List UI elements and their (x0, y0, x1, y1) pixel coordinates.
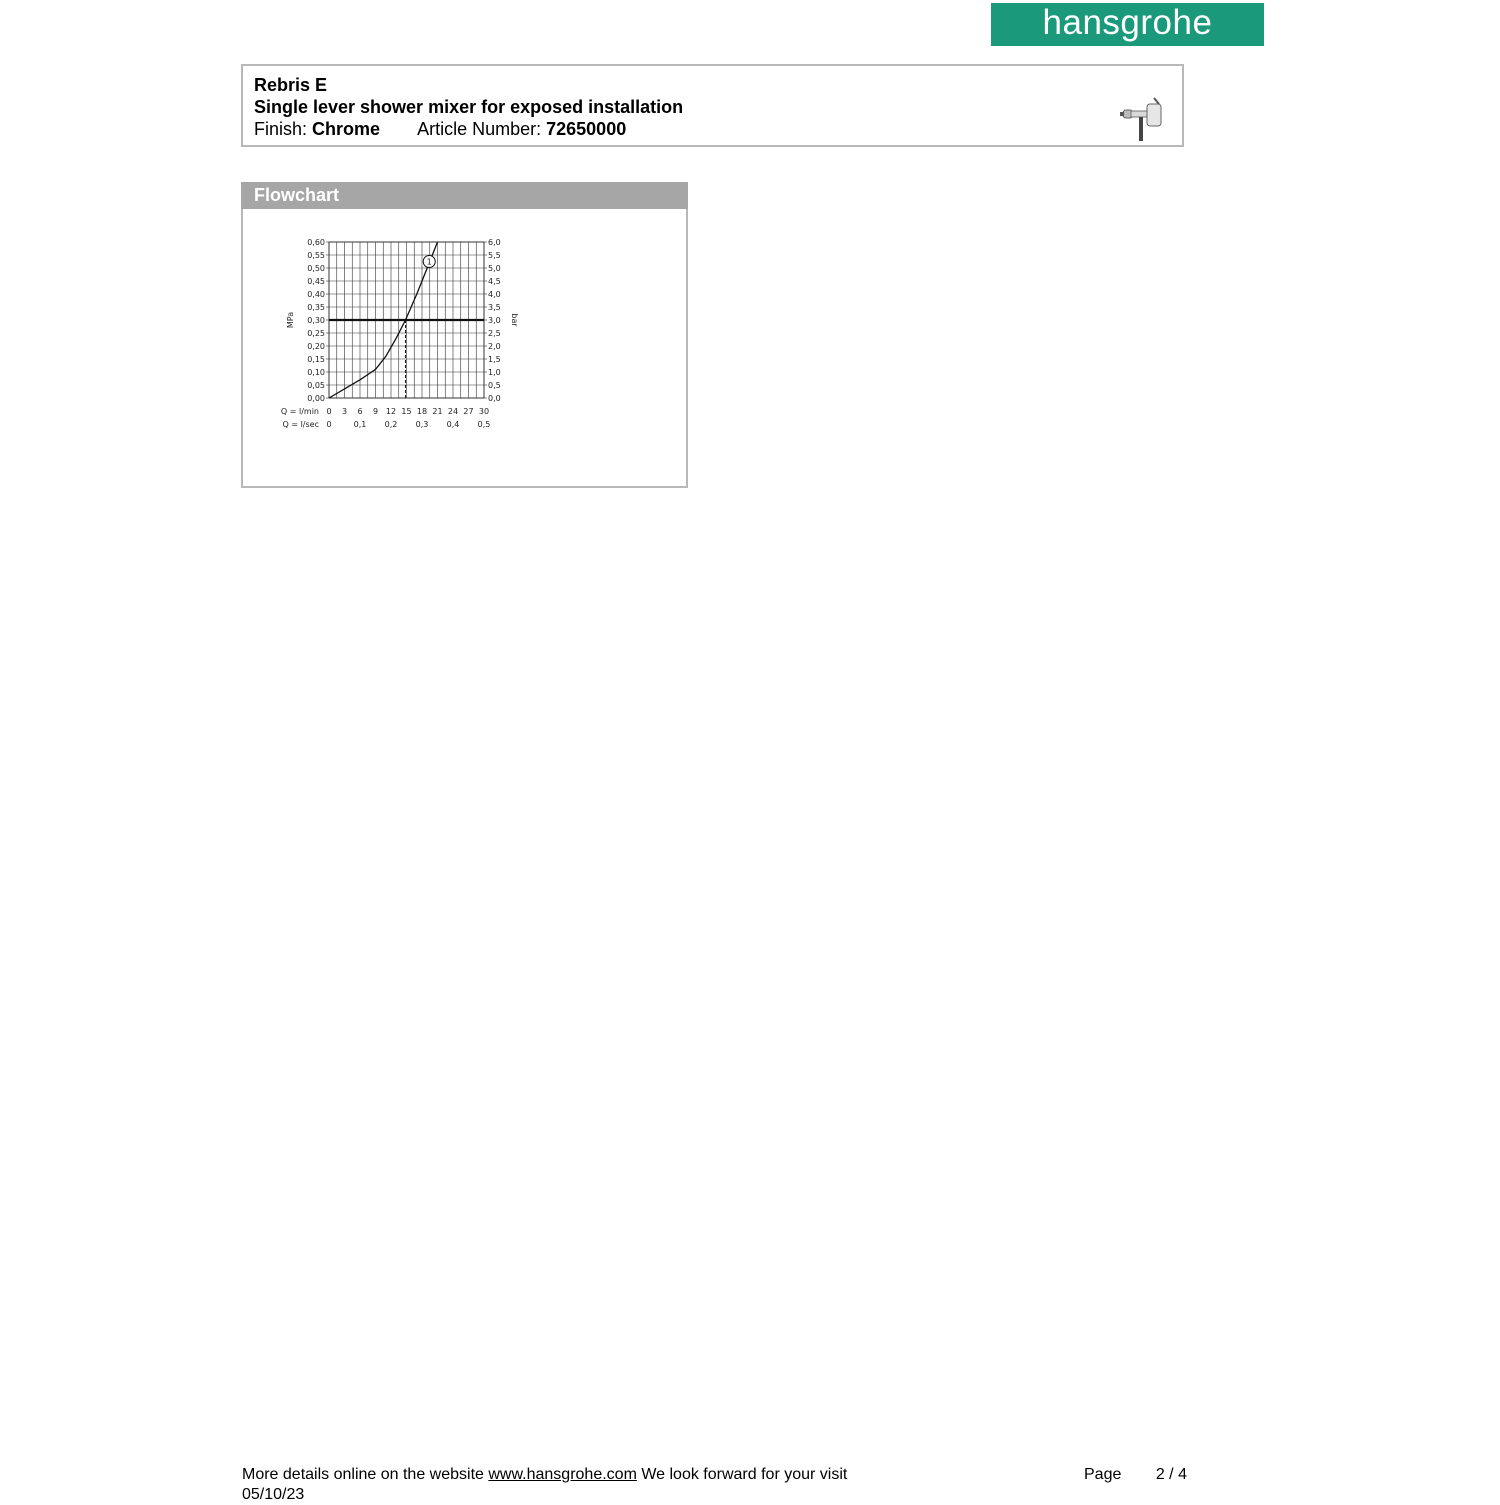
page-indicator (1084, 1465, 1187, 1485)
x-axis-label-lsec: Q = l/sec (282, 420, 319, 429)
y-tick-label-right: 3,5 (488, 303, 501, 312)
x-tick-label-lmin: 27 (463, 407, 474, 416)
y-tick-label-right: 3,0 (488, 316, 501, 325)
y-tick-label-left: 0,60 (307, 238, 325, 247)
x-axis-label-lmin: Q = l/min (280, 407, 319, 416)
y-tick-label-left: 0,30 (307, 316, 325, 325)
x-tick-label-lsec: 0,2 (384, 420, 398, 429)
x-tick-label-lmin: 12 (385, 407, 397, 416)
y-tick-label-right: 6,0 (488, 238, 501, 247)
x-tick-label-lmin: 15 (401, 407, 412, 416)
y-tick-label-left: 0,50 (307, 264, 325, 273)
x-tick-label-lmin: 24 (447, 407, 459, 416)
page-label: Page (1084, 1466, 1122, 1483)
y-tick-label-right: 1,0 (488, 368, 501, 377)
x-tick-label-lsec: 0 (326, 420, 332, 429)
y-tick-label-left: 0,45 (307, 277, 325, 286)
x-tick-label-lmin: 3 (341, 407, 348, 416)
article-label: Article Number: (417, 119, 542, 139)
flowchart-panel (241, 182, 688, 488)
finish-label: Finish: (254, 119, 308, 139)
series-label: 1 (426, 257, 432, 267)
y-tick-label-right: 2,0 (488, 342, 501, 351)
x-tick-label-lsec: 0,1 (353, 420, 367, 429)
y-tick-label-right: 1,5 (488, 355, 501, 364)
y-tick-label-left: 0,05 (307, 381, 325, 390)
shower-mixer-icon (1117, 96, 1167, 142)
x-tick-label-lsec: 0,4 (446, 420, 460, 429)
product-meta (254, 119, 626, 139)
x-tick-label-lmin: 0 (326, 407, 332, 416)
product-description: Single lever shower mixer for exposed installation (254, 97, 684, 117)
y-tick-label-right: 4,0 (488, 290, 501, 299)
website-link[interactable]: www.hansgrohe.com (488, 1466, 637, 1483)
page-value: 2 / 4 (1155, 1466, 1187, 1483)
y-tick-label-right: 5,5 (488, 251, 501, 260)
y-tick-label-right: 5,0 (488, 264, 501, 273)
article-value: 72650000 (546, 119, 627, 139)
hansgrohe-logo: hansgrohe (991, 3, 1264, 46)
footer-outro: We look forward for your visit (641, 1466, 848, 1483)
flow-pressure-chart (279, 232, 519, 432)
x-tick-label-lmin: 18 (416, 407, 428, 416)
footer-text (242, 1465, 847, 1485)
footer-intro: More details online on the website (242, 1466, 489, 1483)
y-tick-label-right: 2,5 (488, 329, 501, 338)
product-name: Rebris E (254, 75, 328, 95)
product-header (241, 64, 1184, 147)
y-tick-label-right: 4,5 (488, 277, 501, 286)
finish-value: Chrome (312, 119, 381, 139)
y-tick-label-left: 0,55 (307, 251, 325, 260)
flowchart-title: Flowchart (241, 182, 688, 209)
x-tick-label-lmin: 30 (478, 407, 490, 416)
y-axis-label-left: MPa (286, 311, 295, 329)
y-tick-label-left: 0,10 (307, 368, 325, 377)
y-tick-label-right: 0,5 (488, 381, 501, 390)
y-tick-label-left: 0,00 (307, 394, 325, 403)
x-tick-label-lsec: 0,3 (415, 420, 429, 429)
y-tick-label-left: 0,20 (307, 342, 325, 351)
x-tick-label-lmin: 21 (432, 407, 443, 416)
y-tick-label-left: 0,35 (307, 303, 325, 312)
x-tick-label-lmin: 6 (357, 407, 363, 416)
print-date: 05/10/23 (242, 1486, 305, 1503)
y-tick-label-left: 0,40 (307, 290, 325, 299)
y-tick-label-left: 0,15 (307, 355, 325, 364)
y-axis-label-right: bar (510, 313, 519, 327)
y-tick-label-left: 0,25 (307, 329, 325, 338)
x-tick-label-lmin: 9 (372, 407, 379, 416)
y-tick-label-right: 0,0 (488, 394, 501, 403)
x-tick-label-lsec: 0,5 (477, 420, 491, 429)
